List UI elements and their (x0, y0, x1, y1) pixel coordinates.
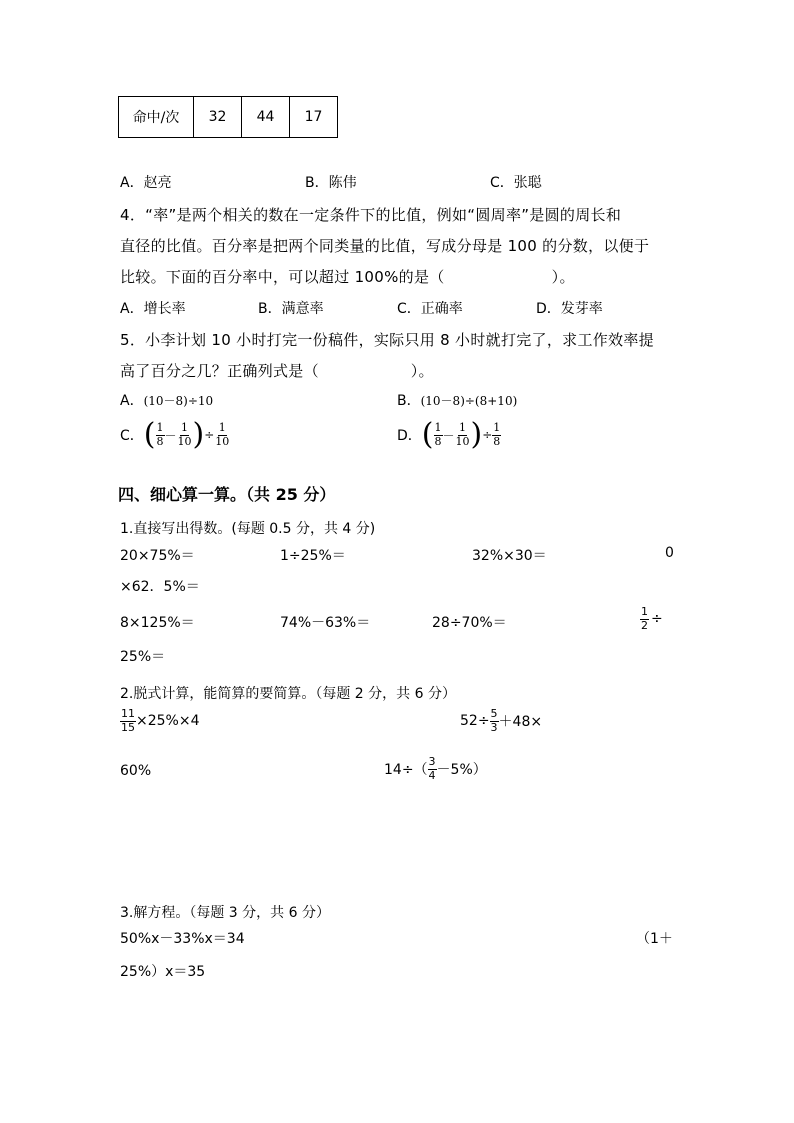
calc-item: 74%－63%＝ (280, 615, 371, 631)
option-label: B． (397, 393, 421, 409)
paren-right: ) (470, 417, 483, 452)
fraction: $\frac{1}{10}$ (177, 420, 192, 448)
q5-line-2: 高了百分之几？正确列式是（ ）。 (120, 362, 434, 380)
expr-2: 52÷ $\frac{5}{3}$ ＋48× (460, 707, 543, 734)
formula: ( $\frac{1}{8}$ － $\frac{1}{10}$ ) ÷ $\frac{1}{10}$ (143, 417, 230, 452)
q5-option-b (397, 390, 517, 410)
hit-count-table (118, 96, 338, 138)
subsection-title-1: 1.直接写出得数。(每题 0.5 分，共 4 分) (120, 521, 376, 537)
table-row-label: 命中/次 (119, 97, 194, 138)
formula: (10－8)÷(8+10) (420, 394, 518, 408)
calc-item: 8×125%＝ (120, 615, 195, 631)
fraction: $\frac{3}{4}$ (428, 755, 436, 782)
fraction: $\frac{5}{3}$ (490, 707, 498, 734)
calc-item: 20×75%＝ (120, 548, 195, 564)
calc-item: 28÷70%＝ (432, 615, 507, 631)
fraction: $\frac{11}{15}$ (121, 707, 135, 734)
expr-2-wrap: 60% (120, 763, 152, 779)
q5-option-a (120, 390, 213, 410)
q4-option-a: A．增长率 (120, 301, 186, 317)
fraction: $\frac{1}{8}$ (434, 420, 442, 448)
table-cell: 44 (242, 97, 290, 138)
paren-right: ) (192, 417, 205, 452)
q4-line-1: 4．“率”是两个相关的数在一定条件下的比值，例如“圆周率”是圆的周长和 (120, 206, 622, 224)
subsection-title-2: 2.脱式计算，能简算的要简算。（每题 2 分，共 6 分） (120, 686, 456, 702)
q5-line-1: 5．小李计划 10 小时打完一份稿件，实际只用 8 小时就打完了，求工作效率提 (120, 331, 654, 349)
q3-option-b: B．陈伟 (305, 175, 357, 191)
table-row (119, 97, 338, 138)
q5-option-c (120, 417, 230, 452)
calc-item: 32%×30＝ (472, 548, 547, 564)
q3-option-c: C．张聪 (490, 175, 542, 191)
expr-1: $\frac{11}{15}$ ×25%×4 (121, 707, 200, 734)
calc-item: 0 (665, 545, 674, 561)
calc-item: 1÷25%＝ (280, 548, 346, 564)
fraction: $\frac{1}{10}$ (215, 420, 230, 448)
q5-option-d (397, 417, 501, 452)
calc-item: $\frac{1}{2}$ ÷ (641, 605, 663, 632)
option-label: D． (397, 428, 422, 444)
equation-1: 50%x－33%x＝34 (120, 931, 245, 947)
expr-3: 14÷（ $\frac{3}{4}$ －5%） (384, 755, 487, 782)
formula: (10－8)÷10 (143, 394, 214, 408)
paren-left: ( (421, 417, 434, 452)
fraction: $\frac{1}{2}$ (641, 605, 648, 632)
equation-2-wrap: 25%）x＝35 (120, 964, 206, 980)
q4-option-c: C．正确率 (397, 301, 463, 317)
section-title: 四、细心算一算。（共 25 分） (118, 485, 336, 504)
table-cell: 17 (290, 97, 338, 138)
option-label: C． (120, 428, 144, 444)
paren-left: ( (143, 417, 156, 452)
q3-option-a: A．赵亮 (120, 175, 172, 191)
q4-line-3: 比较。下面的百分率中，可以超过 100%的是（ ）。 (120, 268, 575, 286)
fraction: $\frac{1}{8}$ (156, 420, 164, 448)
formula: ( $\frac{1}{8}$ － $\frac{1}{10}$ ) ÷ $\frac{1}{8}$ (421, 417, 501, 452)
subsection-title-3: 3.解方程。（每题 3 分，共 6 分） (120, 905, 330, 921)
table-cell: 32 (194, 97, 242, 138)
q4-option-d: D．发芽率 (536, 301, 603, 317)
equation-2: （1＋ (636, 931, 673, 947)
calc-item-wrap: 25%＝ (120, 649, 166, 665)
q4-option-b: B．满意率 (258, 301, 324, 317)
q4-line-2: 直径的比值。百分率是把两个同类量的比值，写成分母是 100 的分数，以便于 (120, 237, 650, 255)
fraction: $\frac{1}{10}$ (455, 420, 470, 448)
calc-item-wrap: ×62．5%＝ (120, 579, 200, 595)
fraction: $\frac{1}{8}$ (493, 420, 501, 448)
option-label: A． (120, 393, 144, 409)
